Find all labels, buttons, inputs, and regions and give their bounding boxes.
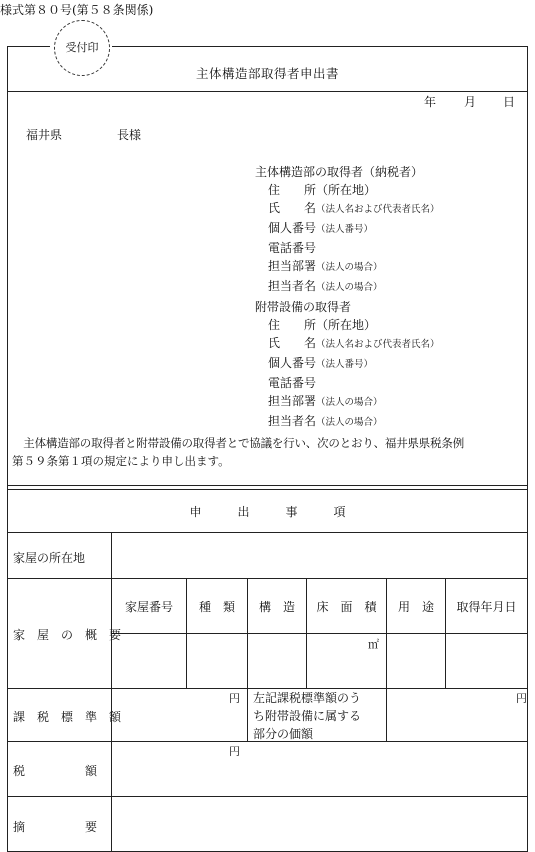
col-floor-area: 床 面 積: [316, 600, 377, 614]
location-label: 家屋の所在地: [13, 551, 86, 565]
col-acquired-date: 取得年月日: [456, 600, 517, 614]
fixture-name-row: 氏 名（法人名および代表者氏名）: [268, 336, 440, 350]
area-unit: ㎡: [368, 638, 379, 651]
main-phone-row: 電話番号: [268, 241, 317, 255]
date-year: 年: [424, 95, 437, 109]
items-header: 申 出 事 項: [189, 505, 346, 519]
statement-line-2: 第５９条第１項の規定により申し出ます。: [12, 454, 230, 468]
main-dept-row: 担当部署（法人の場合）: [268, 259, 383, 273]
tax-label: 税 額: [13, 764, 98, 778]
tax-base-label: 課 税 標 準 額: [13, 710, 122, 724]
col-use: 用 途: [397, 600, 434, 614]
fixture-value-yen: 円: [516, 692, 527, 705]
form-title: 主体構造部取得者申出書: [195, 66, 339, 81]
main-acquirer-heading: 主体構造部の取得者（納税者）: [255, 165, 424, 179]
fixture-acquirer-rows: [268, 316, 440, 432]
col-house-number: 家屋番号: [124, 600, 173, 614]
fixture-person-row: 担当者名（法人の場合）: [268, 414, 383, 428]
fixture-id-row: 個人番号（法人番号）: [268, 356, 374, 370]
fixture-dept-row: 担当部署（法人の場合）: [268, 394, 383, 408]
main-id-row: 個人番号（法人番号）: [268, 221, 374, 235]
tax-yen: 円: [229, 745, 240, 758]
fixture-phone-row: 電話番号: [268, 376, 317, 390]
fixture-acquirer-heading: 附帯設備の取得者: [255, 300, 352, 314]
main-acquirer-rows: [268, 181, 440, 297]
addressee-prefecture: 福井県: [26, 128, 63, 142]
statement-line-1: 主体構造部の取得者と附帯設備の取得者とで協議を行い、次のとおり、福井県県税条例: [12, 436, 464, 450]
col-type: 種 類: [198, 600, 235, 614]
overview-label: 家 屋 の 概 要: [13, 628, 122, 642]
date-month: 月: [464, 95, 477, 109]
stamp-label: 受付印: [65, 41, 99, 54]
fixture-value-label: 左記課税標準額のう ち附帯設備に属する 部分の価額: [253, 691, 362, 741]
date-day: 日: [503, 95, 516, 109]
main-name-row: 氏 名（法人名および代表者氏名）: [268, 201, 440, 215]
tax-base-yen: 円: [229, 692, 240, 705]
col-structure: 構 造: [258, 600, 295, 614]
remarks-label: 摘 要: [13, 820, 98, 834]
main-person-row: 担当者名（法人の場合）: [268, 279, 383, 293]
form-number: 様式第８０号(第５８条関係): [0, 3, 154, 17]
fixture-address-row: 住 所（所在地）: [268, 318, 377, 332]
main-address-row: 住 所（所在地）: [268, 183, 377, 197]
addressee-honorific: 長様: [117, 128, 142, 142]
